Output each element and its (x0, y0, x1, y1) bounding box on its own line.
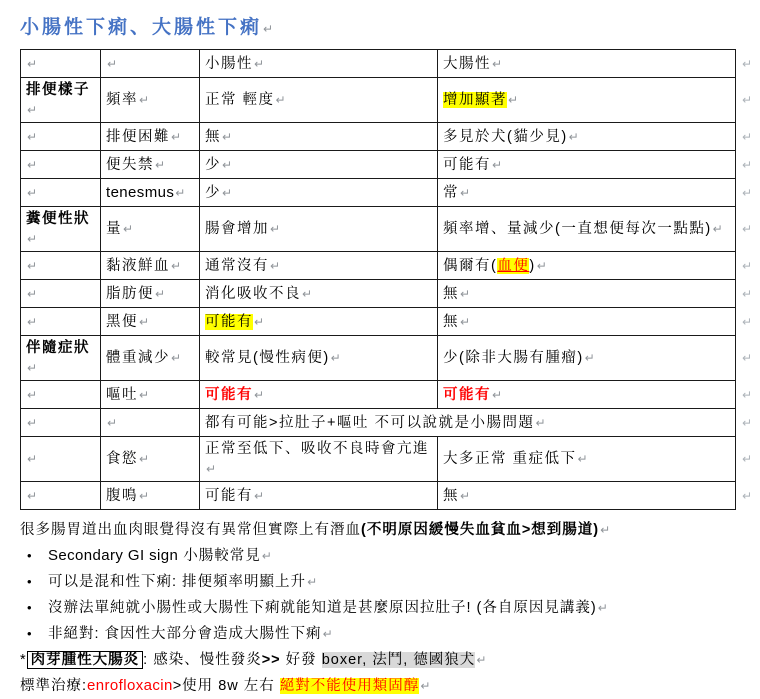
pilcrow-mark: ↵ (742, 185, 753, 200)
table-row (21, 123, 760, 151)
table-cell (200, 437, 438, 482)
text-segment: : 感染、慢性發炎 (143, 652, 262, 668)
table-cell (438, 308, 736, 336)
end-of-row-mark-cell (736, 437, 760, 482)
text-segment: (不明原因緩慢失血貧血>想到腸道) (361, 522, 600, 538)
pilcrow-mark: ↵ (742, 222, 753, 236)
pilcrow-mark: ↵ (535, 415, 546, 430)
table-cell (438, 280, 736, 308)
table-cell (200, 151, 438, 179)
text-segment: 排便困難 (106, 128, 170, 145)
table-cell (21, 308, 101, 336)
pilcrow-mark: ↵ (460, 185, 471, 200)
bullet-text (48, 595, 760, 621)
text-segment: 少 (205, 184, 221, 201)
table-cell (200, 308, 438, 336)
table-cell (200, 336, 438, 381)
pilcrow-mark: ↵ (206, 462, 217, 476)
pilcrow-mark: ↵ (597, 601, 608, 615)
pilcrow-mark: ↵ (270, 222, 281, 236)
end-of-row-mark-cell (736, 151, 760, 179)
text-segment: 較常見(慢性病便) (205, 350, 330, 366)
text-segment: 便失禁 (106, 156, 154, 173)
table-row (21, 207, 760, 252)
text-segment: 小腸性 (205, 55, 253, 72)
pilcrow-mark: ↵ (254, 314, 265, 329)
text-segment: 黏液鮮血 (106, 257, 170, 274)
text-segment: 都有可能>拉肚子+嘔吐 不可以說就是小腸問題 (205, 414, 535, 431)
text-segment: 排便樣子 (26, 82, 90, 98)
text-segment: 無 (443, 487, 459, 504)
pilcrow-mark: ↵ (742, 286, 753, 301)
end-of-row-mark-cell (736, 252, 760, 280)
table-cell (101, 381, 200, 409)
table-row (21, 280, 760, 308)
pilcrow-mark: ↵ (139, 488, 150, 503)
bullet-item (20, 543, 760, 569)
end-of-row-mark-cell (736, 207, 760, 252)
pilcrow-mark: ↵ (254, 488, 265, 503)
pilcrow-mark: ↵ (460, 286, 471, 301)
pilcrow-mark: ↵ (27, 56, 38, 71)
text-segment: 可能有 (205, 487, 253, 504)
table-cell (21, 123, 101, 151)
note-line (20, 517, 760, 543)
table-cell (438, 482, 736, 510)
text-segment: 少 (205, 156, 221, 173)
bullet-item (20, 569, 760, 595)
notes-section (20, 517, 760, 699)
note-line (20, 647, 760, 673)
text-segment: 腸會增加 (205, 221, 269, 237)
table-cell (438, 336, 736, 381)
text-segment: 可能有 (443, 156, 491, 173)
table-cell (200, 280, 438, 308)
table-row (21, 78, 760, 123)
table-cell (21, 179, 101, 207)
pilcrow-mark: ↵ (171, 351, 182, 365)
pilcrow-mark: ↵ (155, 157, 166, 172)
pilcrow-mark: ↵ (139, 387, 150, 402)
table-cell (200, 179, 438, 207)
text-segment: 可能有 (205, 313, 253, 330)
pilcrow-mark: ↵ (222, 157, 233, 172)
pilcrow-mark: ↵ (270, 258, 281, 273)
table-cell (101, 179, 200, 207)
text-segment: 絕對不能使用類固醇 (279, 678, 420, 694)
pilcrow-mark: ↵ (712, 222, 723, 236)
table-cell (200, 50, 438, 78)
text-segment: 小腸較常見 (178, 548, 261, 564)
table-row (21, 50, 760, 78)
pilcrow-mark: ↵ (222, 129, 233, 144)
table-cell (21, 409, 101, 437)
pilcrow-mark: ↵ (536, 258, 547, 273)
text-segment: tenesmus (106, 183, 175, 201)
table-row (21, 482, 760, 510)
table-cell (200, 123, 438, 151)
table-cell (21, 336, 101, 381)
pilcrow-mark: ↵ (330, 351, 341, 365)
bullet-item (20, 621, 760, 647)
pilcrow-mark: ↵ (577, 452, 588, 466)
text-segment: 偶爾有( (443, 257, 498, 274)
table-cell (21, 207, 101, 252)
pilcrow-mark: ↵ (27, 387, 38, 402)
text-segment: 消化吸收不良 (205, 285, 301, 302)
text-segment: 脂肪便 (106, 285, 154, 302)
bullet-icon: • (27, 626, 32, 641)
pilcrow-mark: ↵ (171, 258, 182, 273)
table-cell (101, 50, 200, 78)
pilcrow-mark: ↵ (27, 488, 38, 503)
pilcrow-mark: ↵ (600, 523, 611, 537)
text-segment: 無 (205, 128, 221, 145)
text-segment: 伴隨症狀 (26, 340, 90, 356)
text-segment: Secondary GI sign (48, 547, 179, 564)
pilcrow-mark: ↵ (460, 314, 471, 329)
pilcrow-mark: ↵ (27, 258, 38, 273)
page-title (20, 12, 760, 39)
table-cell (101, 78, 200, 123)
table-cell (438, 381, 736, 409)
text-segment: 好發 (280, 652, 322, 668)
table-cell (200, 252, 438, 280)
pilcrow-mark: ↵ (492, 56, 503, 71)
pilcrow-mark: ↵ (27, 361, 38, 375)
text-segment: ) (529, 257, 536, 274)
note-line (20, 673, 760, 699)
pilcrow-mark: ↵ (460, 488, 471, 503)
table-cell (101, 151, 200, 179)
table-row (21, 336, 760, 381)
pilcrow-mark: ↵ (27, 415, 38, 430)
text-segment: 頻率 (106, 92, 138, 108)
end-of-row-mark-cell (736, 482, 760, 510)
pilcrow-mark: ↵ (742, 129, 753, 144)
pilcrow-mark: ↵ (139, 452, 150, 466)
pilcrow-mark: ↵ (492, 157, 503, 172)
table-cell (21, 252, 101, 280)
end-of-row-mark-cell (736, 123, 760, 151)
pilcrow-mark: ↵ (307, 575, 318, 589)
text-segment: 量 (106, 221, 122, 237)
text-segment: 少(除非大腸有腫瘤) (443, 350, 584, 366)
table-cell (438, 252, 736, 280)
end-of-row-mark-cell (736, 381, 760, 409)
text-segment: enrofloxacin (87, 677, 173, 694)
text-segment: >> (261, 652, 281, 668)
pilcrow-mark: ↵ (254, 56, 265, 71)
table-cell (101, 207, 200, 252)
pilcrow-mark: ↵ (254, 387, 265, 402)
table-cell (21, 151, 101, 179)
pilcrow-mark: ↵ (420, 679, 431, 693)
end-of-row-mark-cell (736, 78, 760, 123)
pilcrow-mark: ↵ (263, 22, 274, 36)
text-segment: 肉芽腫性大腸炎 (27, 651, 144, 669)
pilcrow-mark: ↵ (171, 129, 182, 144)
text-segment: 很多腸胃道出血肉眼覺得沒有異常但實際上有潛血 (20, 522, 361, 538)
text-segment: 血便 (497, 257, 530, 274)
table-cell (101, 409, 200, 437)
table-cell (438, 50, 736, 78)
table-cell (438, 151, 736, 179)
pilcrow-mark: ↵ (275, 93, 286, 107)
pilcrow-mark: ↵ (27, 157, 38, 172)
bullet-icon: • (27, 548, 32, 563)
text-segment: 正常至低下、吸收不良時會亢進 (205, 441, 429, 457)
text-segment: 頻率增、量減少(一直想便每次一點點) (443, 221, 712, 237)
table-row (21, 409, 760, 437)
table-cell (101, 437, 200, 482)
text-segment: 黑便 (106, 313, 138, 330)
text-segment: 無 (443, 285, 459, 302)
pilcrow-mark: ↵ (302, 286, 313, 301)
table-cell (21, 78, 101, 123)
pilcrow-mark: ↵ (568, 129, 579, 144)
table-cell (101, 308, 200, 336)
text-segment: 非絕對: 食因性大部分會造成大腸性下痢 (48, 626, 322, 642)
table-cell (21, 50, 101, 78)
table-cell (200, 207, 438, 252)
pilcrow-mark: ↵ (261, 549, 272, 563)
text-segment: 通常沒有 (205, 257, 269, 274)
table-row (21, 252, 760, 280)
table-cell (438, 123, 736, 151)
text-segment: 正常 輕度 (205, 92, 275, 108)
end-of-row-mark-cell (736, 50, 760, 78)
pilcrow-mark: ↵ (27, 185, 38, 200)
table-cell (101, 336, 200, 381)
text-segment: boxer, 法鬥, 德國狼犬 (321, 652, 476, 668)
table-row (21, 179, 760, 207)
pilcrow-mark: ↵ (27, 103, 38, 117)
text-segment: 可能有 (443, 386, 491, 403)
text-segment: 無 (443, 313, 459, 330)
pilcrow-mark: ↵ (107, 56, 118, 71)
pilcrow-mark: ↵ (27, 232, 38, 246)
text-segment: >使用 8w 左右 (172, 678, 280, 694)
pilcrow-mark: ↵ (27, 314, 38, 329)
pilcrow-mark: ↵ (322, 627, 333, 641)
pilcrow-mark: ↵ (742, 314, 753, 329)
end-of-row-mark-cell (736, 280, 760, 308)
pilcrow-mark: ↵ (222, 185, 233, 200)
pilcrow-mark: ↵ (742, 488, 753, 503)
text-segment: 體重減少 (106, 350, 170, 366)
text-segment: 糞便性狀 (26, 211, 90, 227)
bullet-icon: • (27, 600, 32, 615)
pilcrow-mark: ↵ (27, 129, 38, 144)
table-cell (438, 179, 736, 207)
page-title-text: 小腸性下痢、大腸性下痢 (20, 17, 263, 38)
end-of-row-mark-cell (736, 409, 760, 437)
table-cell (438, 78, 736, 123)
table-cell (101, 280, 200, 308)
pilcrow-mark: ↵ (492, 387, 503, 402)
table-cell (438, 207, 736, 252)
text-segment: 增加顯著 (443, 92, 507, 108)
pilcrow-mark: ↵ (27, 452, 38, 466)
pilcrow-mark: ↵ (742, 93, 753, 107)
table-cell (21, 482, 101, 510)
text-segment: 食慾 (106, 451, 138, 467)
end-of-row-mark-cell (736, 179, 760, 207)
pilcrow-mark: ↵ (175, 185, 186, 200)
pilcrow-mark: ↵ (742, 415, 753, 430)
bullet-text (48, 569, 760, 595)
pilcrow-mark: ↵ (742, 157, 753, 172)
pilcrow-mark: ↵ (742, 351, 753, 365)
pilcrow-mark: ↵ (107, 415, 118, 430)
table-cell (21, 381, 101, 409)
bullet-text (48, 543, 760, 569)
pilcrow-mark: ↵ (27, 286, 38, 301)
pilcrow-mark: ↵ (742, 387, 753, 402)
pilcrow-mark: ↵ (155, 286, 166, 301)
table-row (21, 437, 760, 482)
table-cell (200, 409, 736, 437)
bullet-item (20, 595, 760, 621)
text-segment: 大多正常 重症低下 (443, 451, 577, 467)
pilcrow-mark: ↵ (139, 93, 150, 107)
bullet-icon: • (27, 574, 32, 589)
table-row (21, 151, 760, 179)
text-segment: 大腸性 (443, 55, 491, 72)
text-segment: 標準治療: (20, 678, 88, 694)
pilcrow-mark: ↵ (584, 351, 595, 365)
comparison-table (20, 49, 760, 510)
table-cell (21, 437, 101, 482)
pilcrow-mark: ↵ (742, 452, 753, 466)
pilcrow-mark: ↵ (139, 314, 150, 329)
table-cell (101, 252, 200, 280)
table-cell (438, 437, 736, 482)
table-cell (101, 482, 200, 510)
pilcrow-mark: ↵ (742, 56, 753, 71)
text-segment: 可以是混和性下痢: 排便頻率明顯上升 (48, 574, 307, 590)
text-segment: 多見於犬(貓少見) (443, 128, 568, 145)
end-of-row-mark-cell (736, 308, 760, 336)
text-segment: 嘔吐 (106, 386, 138, 403)
end-of-row-mark-cell (736, 336, 760, 381)
pilcrow-mark: ↵ (476, 653, 487, 667)
text-segment: 常 (443, 184, 459, 201)
table-cell (101, 123, 200, 151)
text-segment: 可能有 (205, 386, 253, 403)
table-row (21, 381, 760, 409)
table-cell (200, 381, 438, 409)
pilcrow-mark: ↵ (742, 258, 753, 273)
comparison-table-body (21, 50, 760, 510)
table-row (21, 308, 760, 336)
pilcrow-mark: ↵ (123, 222, 134, 236)
table-cell (200, 482, 438, 510)
text-segment: 腹鳴 (106, 487, 138, 504)
table-cell (200, 78, 438, 123)
text-segment: * (20, 652, 27, 668)
text-segment: 沒辦法單純就小腸性或大腸性下痢就能知道是甚麼原因拉肚子! (各自原因見講義) (48, 600, 597, 616)
bullet-text (48, 621, 760, 647)
table-cell (21, 280, 101, 308)
pilcrow-mark: ↵ (508, 93, 519, 107)
